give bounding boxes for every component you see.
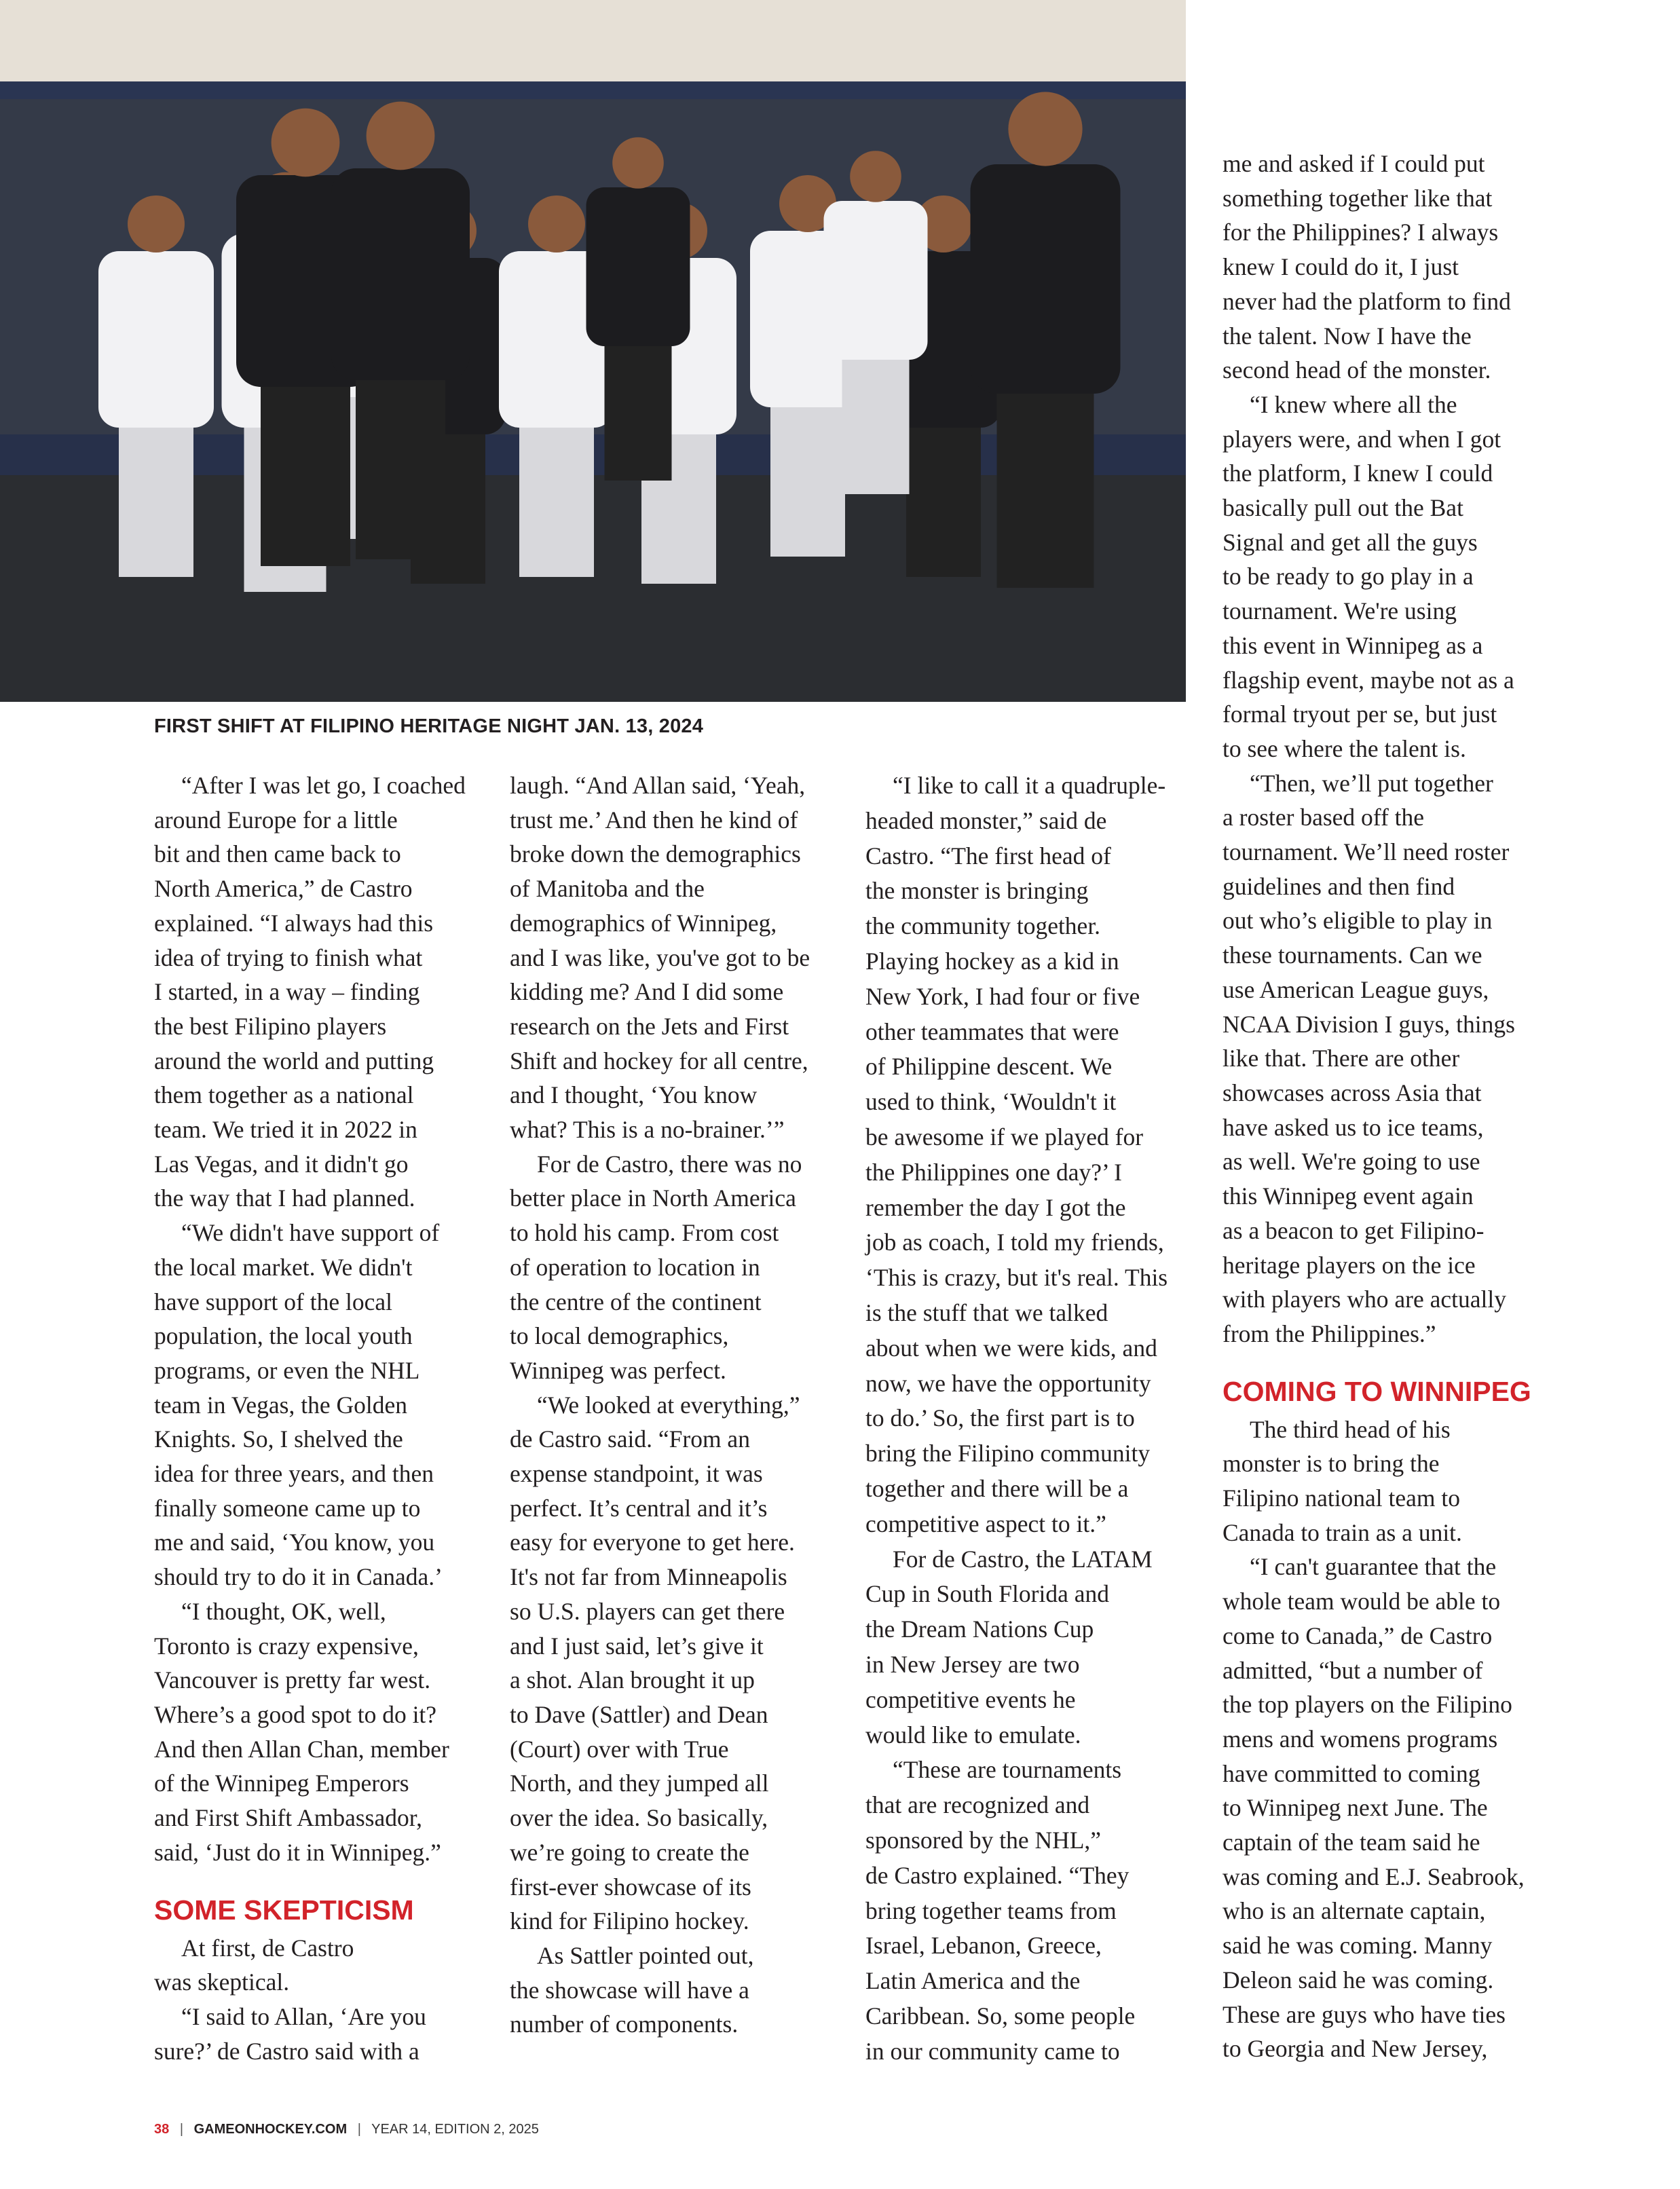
footer-site: GAMEONHOCKEY.COM (193, 2122, 348, 2137)
text-line: together and there will be a (865, 1474, 1129, 1502)
text-line: of the Winnipeg Emperors (154, 1770, 409, 1797)
text-line: use American League guys, (1222, 975, 1489, 1003)
text-line: Knights. So, I shelved the (154, 1425, 403, 1453)
text-line: For de Castro, there was no (537, 1150, 802, 1178)
footer-separator: | (357, 2122, 361, 2137)
text-line: job as coach, I told my friends, (865, 1229, 1164, 1256)
team-photo-illustration (0, 0, 1186, 702)
text-line: Toronto is crazy expensive, (154, 1632, 419, 1660)
text-line: (Court) over with True (510, 1735, 729, 1763)
text-line: laugh. “And Allan said, ‘Yeah, (510, 772, 806, 799)
text-line: to hold his camp. From cost (510, 1219, 779, 1247)
text-line: Las Vegas, and it didn't go (154, 1150, 409, 1178)
text-line: competitive events he (865, 1685, 1076, 1713)
text-line: team. We tried it in 2022 in (154, 1116, 417, 1144)
text-line: second head of the monster. (1222, 356, 1491, 384)
text-line: sure?’ de Castro said with a (154, 2037, 419, 2065)
section-heading: COMING TO WINNIPEG (1222, 1375, 1531, 1407)
paragraph (510, 1388, 836, 1939)
text-line: used to think, ‘Wouldn't it (865, 1088, 1117, 1116)
text-line: we’re going to create the (510, 1838, 749, 1866)
text-line: in our community came to (865, 2037, 1120, 2065)
text-line: As Sattler pointed out, (537, 1941, 754, 1969)
text-line: and I just said, let’s give it (510, 1632, 764, 1660)
text-line: kidding me? And I did some (510, 978, 784, 1006)
text-line: And then Allan Chan, member (154, 1735, 449, 1763)
text-line: knew I could do it, I just (1222, 253, 1459, 281)
text-line: guidelines and then find (1222, 872, 1455, 900)
text-line: around Europe for a little (154, 806, 398, 834)
text-line: players were, and when I got (1222, 425, 1501, 453)
text-line: to do.’ So, the first part is to (865, 1404, 1135, 1432)
text-line: a roster based off the (1222, 804, 1425, 831)
text-line: kind for Filipino hockey. (510, 1907, 749, 1935)
text-line: For de Castro, the LATAM (893, 1545, 1153, 1573)
text-line: North, and they jumped all (510, 1770, 769, 1797)
text-line: with players who are actually (1222, 1286, 1506, 1313)
text-line: The third head of his (1250, 1415, 1451, 1443)
text-line: easy for everyone to get here. (510, 1529, 795, 1556)
text-line: to Dave (Sattler) and Dean (510, 1700, 768, 1728)
text-line: from the Philippines.” (1222, 1320, 1436, 1347)
article-column-3 (865, 768, 1191, 2069)
text-line: Latin America and the (865, 1967, 1081, 1995)
text-line: out who’s eligible to play in (1222, 907, 1493, 935)
text-line: idea for three years, and then (154, 1460, 434, 1488)
paragraph (510, 768, 836, 1147)
text-line: mens and womens programs (1222, 1725, 1498, 1753)
text-line: Vancouver is pretty far west. (154, 1666, 431, 1694)
text-line: broke down the demographics (510, 840, 801, 868)
article-column-4 (1222, 147, 1548, 2066)
text-line: have committed to coming (1222, 1759, 1480, 1787)
text-line: Playing hockey as a kid in (865, 947, 1119, 975)
text-line: “I can't guarantee that the (1250, 1553, 1497, 1581)
text-line: as well. We're going to use (1222, 1148, 1480, 1176)
text-line: to Georgia and New Jersey, (1222, 2035, 1488, 2063)
text-line: over the idea. So basically, (510, 1804, 768, 1832)
text-line: programs, or even the NHL (154, 1356, 420, 1384)
text-line: Shift and hockey for all centre, (510, 1047, 808, 1074)
text-line: bit and then came back to (154, 840, 401, 868)
text-line: me and asked if I could put (1222, 150, 1485, 177)
text-line: be awesome if we played for (865, 1123, 1144, 1150)
text-line: the showcase will have a (510, 1976, 749, 2004)
text-line: monster is to bring the (1222, 1450, 1440, 1478)
text-line: finally someone came up to (154, 1494, 421, 1522)
text-line: Deleon said he was coming. (1222, 1966, 1494, 1994)
text-line: Signal and get all the guys (1222, 528, 1478, 556)
paragraph (1222, 1412, 1548, 1550)
text-line: a shot. Alan brought it up (510, 1666, 755, 1694)
text-line: should try to do it in Canada.’ (154, 1563, 443, 1591)
text-line: heritage players on the ice (1222, 1251, 1476, 1279)
text-line: would like to emulate. (865, 1721, 1081, 1748)
text-line: I started, in a way – finding (154, 978, 420, 1006)
text-line: and I thought, ‘You know (510, 1081, 758, 1109)
text-line: this Winnipeg event again (1222, 1182, 1474, 1210)
text-line: headed monster,” said de (865, 806, 1107, 834)
text-line: this event in Winnipeg as a (1222, 631, 1483, 659)
paragraph (1222, 766, 1548, 1351)
text-line: tournament. We’ll need roster (1222, 838, 1510, 866)
text-line: expense standpoint, it was (510, 1460, 763, 1488)
text-line: “I said to Allan, ‘Are you (181, 2002, 426, 2030)
text-line: trust me.’ And then he kind of (510, 806, 798, 834)
photo-caption: FIRST SHIFT AT FILIPINO HERITAGE NIGHT JAN. 13, 2024 (154, 715, 704, 737)
text-line: the way that I had planned. (154, 1184, 415, 1212)
text-line: now, we have the opportunity (865, 1369, 1151, 1397)
team-photo (0, 0, 1186, 702)
text-line: first-ever showcase of its (510, 1873, 751, 1901)
page-footer (154, 2122, 539, 2137)
text-line: “Then, we’ll put together (1250, 769, 1493, 797)
text-line: to local demographics, (510, 1322, 729, 1350)
text-line: whole team would be able to (1222, 1588, 1501, 1615)
text-line: better place in North America (510, 1184, 796, 1212)
text-line: other teammates that were (865, 1017, 1119, 1045)
text-line: “I thought, OK, well, (181, 1597, 386, 1625)
text-line: Cup in South Florida and (865, 1580, 1109, 1608)
text-line: what? This is a no-brainer.’” (510, 1116, 785, 1144)
text-line: to be ready to go play in a (1222, 563, 1474, 591)
text-line: and I was like, you've got to be (510, 943, 810, 971)
text-line: “We looked at everything,” (537, 1391, 800, 1419)
text-line: the platform, I knew I could (1222, 460, 1493, 487)
text-line: the local market. We didn't (154, 1253, 413, 1281)
paragraph (865, 1753, 1191, 2069)
text-line: who is an alternate captain, (1222, 1897, 1486, 1925)
text-line: showcases across Asia that (1222, 1079, 1482, 1106)
text-line: population, the local youth (154, 1322, 413, 1350)
text-line: is the stuff that we talked (865, 1298, 1108, 1326)
text-line: New York, I had four or five (865, 982, 1140, 1010)
text-line: come to Canada,” de Castro (1222, 1622, 1493, 1649)
text-line: for the Philippines? I always (1222, 219, 1499, 246)
text-line: in New Jersey are two (865, 1650, 1080, 1678)
text-line: of operation to location in (510, 1253, 760, 1281)
text-line: said he was coming. Manny (1222, 1932, 1493, 1960)
text-line: It's not far from Minneapolis (510, 1563, 787, 1591)
text-line: demographics of Winnipeg, (510, 909, 777, 937)
paragraph (865, 1542, 1191, 1753)
text-line: de Castro said. “From an (510, 1425, 750, 1453)
footer-separator: | (179, 2122, 184, 2137)
article-column-1 (154, 768, 480, 2068)
text-line: that are recognized and (865, 1791, 1090, 1819)
text-line: These are guys who have ties (1222, 2000, 1506, 2028)
paragraph (154, 1931, 480, 2000)
text-line: Castro. “The first head of (865, 842, 1111, 869)
text-line: “After I was let go, I coached (181, 772, 466, 799)
text-line: the monster is bringing (865, 877, 1089, 905)
paragraph (1222, 1550, 1548, 2066)
text-line: formal tryout per se, but just (1222, 700, 1497, 728)
paragraph (865, 768, 1191, 1542)
section-heading: SOME SKEPTICISM (154, 1894, 414, 1926)
text-line: the centre of the continent (510, 1288, 762, 1315)
text-line: Winnipeg was perfect. (510, 1356, 726, 1384)
text-line: of Manitoba and the (510, 875, 705, 903)
text-line: the community together. (865, 912, 1101, 940)
text-line: bring together teams from (865, 1896, 1117, 1924)
text-line: the top players on the Filipino (1222, 1691, 1512, 1719)
text-line: “We didn't have support of (181, 1219, 440, 1247)
text-line: bring the Filipino community (865, 1440, 1151, 1467)
text-line: so U.S. players can get there (510, 1597, 785, 1625)
text-line: as a beacon to get Filipino- (1222, 1216, 1485, 1244)
text-line: the best Filipino players (154, 1012, 387, 1040)
text-line: Caribbean. So, some people (865, 2002, 1136, 2029)
text-line: admitted, “but a number of (1222, 1656, 1483, 1684)
text-line: ‘This is crazy, but it's real. This (865, 1264, 1168, 1292)
paragraph (154, 1216, 480, 1594)
text-line: “I like to call it a quadruple- (893, 772, 1166, 799)
paragraph (154, 2000, 480, 2068)
text-line: perfect. It’s central and it’s (510, 1494, 768, 1522)
paragraph (1222, 147, 1548, 388)
text-line: team in Vegas, the Golden (154, 1391, 407, 1419)
text-line: North America,” de Castro (154, 875, 413, 903)
text-line: me and said, ‘You know, you (154, 1529, 435, 1556)
text-line: Israel, Lebanon, Greece, (865, 1932, 1102, 1960)
text-line: the Dream Nations Cup (865, 1615, 1094, 1643)
text-line: sponsored by the NHL,” (865, 1826, 1102, 1854)
text-line: basically pull out the Bat (1222, 494, 1463, 522)
text-line: explained. “I always had this (154, 909, 434, 937)
text-line: “These are tournaments (893, 1756, 1122, 1784)
text-line: the talent. Now I have the (1222, 322, 1472, 350)
text-line: research on the Jets and First (510, 1012, 789, 1040)
paragraph (154, 1594, 480, 1870)
text-line: them together as a national (154, 1081, 414, 1109)
text-line: around the world and putting (154, 1047, 434, 1074)
text-line: these tournaments. Can we (1222, 941, 1482, 969)
text-line: never had the platform to find (1222, 287, 1511, 315)
text-line: “I knew where all the (1250, 390, 1457, 418)
page-number: 38 (154, 2122, 170, 2137)
text-line: have asked us to ice teams, (1222, 1113, 1484, 1141)
text-line: NCAA Division I guys, things (1222, 1010, 1515, 1038)
paragraph (154, 768, 480, 1216)
text-line: number of components. (510, 2010, 739, 2038)
text-line: At first, de Castro (181, 1934, 354, 1962)
footer-edition: YEAR 14, EDITION 2, 2025 (371, 2122, 539, 2137)
paragraph (510, 1939, 836, 2042)
text-line: said, ‘Just do it in Winnipeg.” (154, 1838, 441, 1866)
text-line: de Castro explained. “They (865, 1861, 1130, 1889)
text-line: to see where the talent is. (1222, 734, 1466, 762)
text-line: and First Shift Ambassador, (154, 1804, 422, 1832)
article-column-2 (510, 768, 836, 2042)
paragraph (510, 1147, 836, 1388)
text-line: competitive aspect to it.” (865, 1510, 1106, 1537)
text-line: of Philippine descent. We (865, 1053, 1113, 1081)
text-line: Canada to train as a unit. (1222, 1518, 1462, 1546)
text-line: Filipino national team to (1222, 1484, 1461, 1512)
text-line: Where’s a good spot to do it? (154, 1700, 437, 1728)
text-line: tournament. We're using (1222, 597, 1457, 625)
text-line: to Winnipeg next June. The (1222, 1794, 1488, 1822)
text-line: something together like that (1222, 184, 1493, 212)
text-line: was skeptical. (154, 1968, 290, 1996)
text-line: remember the day I got the (865, 1193, 1126, 1221)
text-line: captain of the team said he (1222, 1829, 1480, 1856)
text-line: have support of the local (154, 1288, 392, 1315)
text-line: flagship event, maybe not as a (1222, 666, 1514, 694)
text-line: idea of trying to finish what (154, 943, 423, 971)
paragraph (1222, 388, 1548, 766)
text-line: the Philippines one day?’ I (865, 1158, 1122, 1186)
text-line: was coming and E.J. Seabrook, (1222, 1863, 1525, 1890)
text-line: about when we were kids, and (865, 1334, 1157, 1362)
text-line: like that. There are other (1222, 1045, 1460, 1072)
